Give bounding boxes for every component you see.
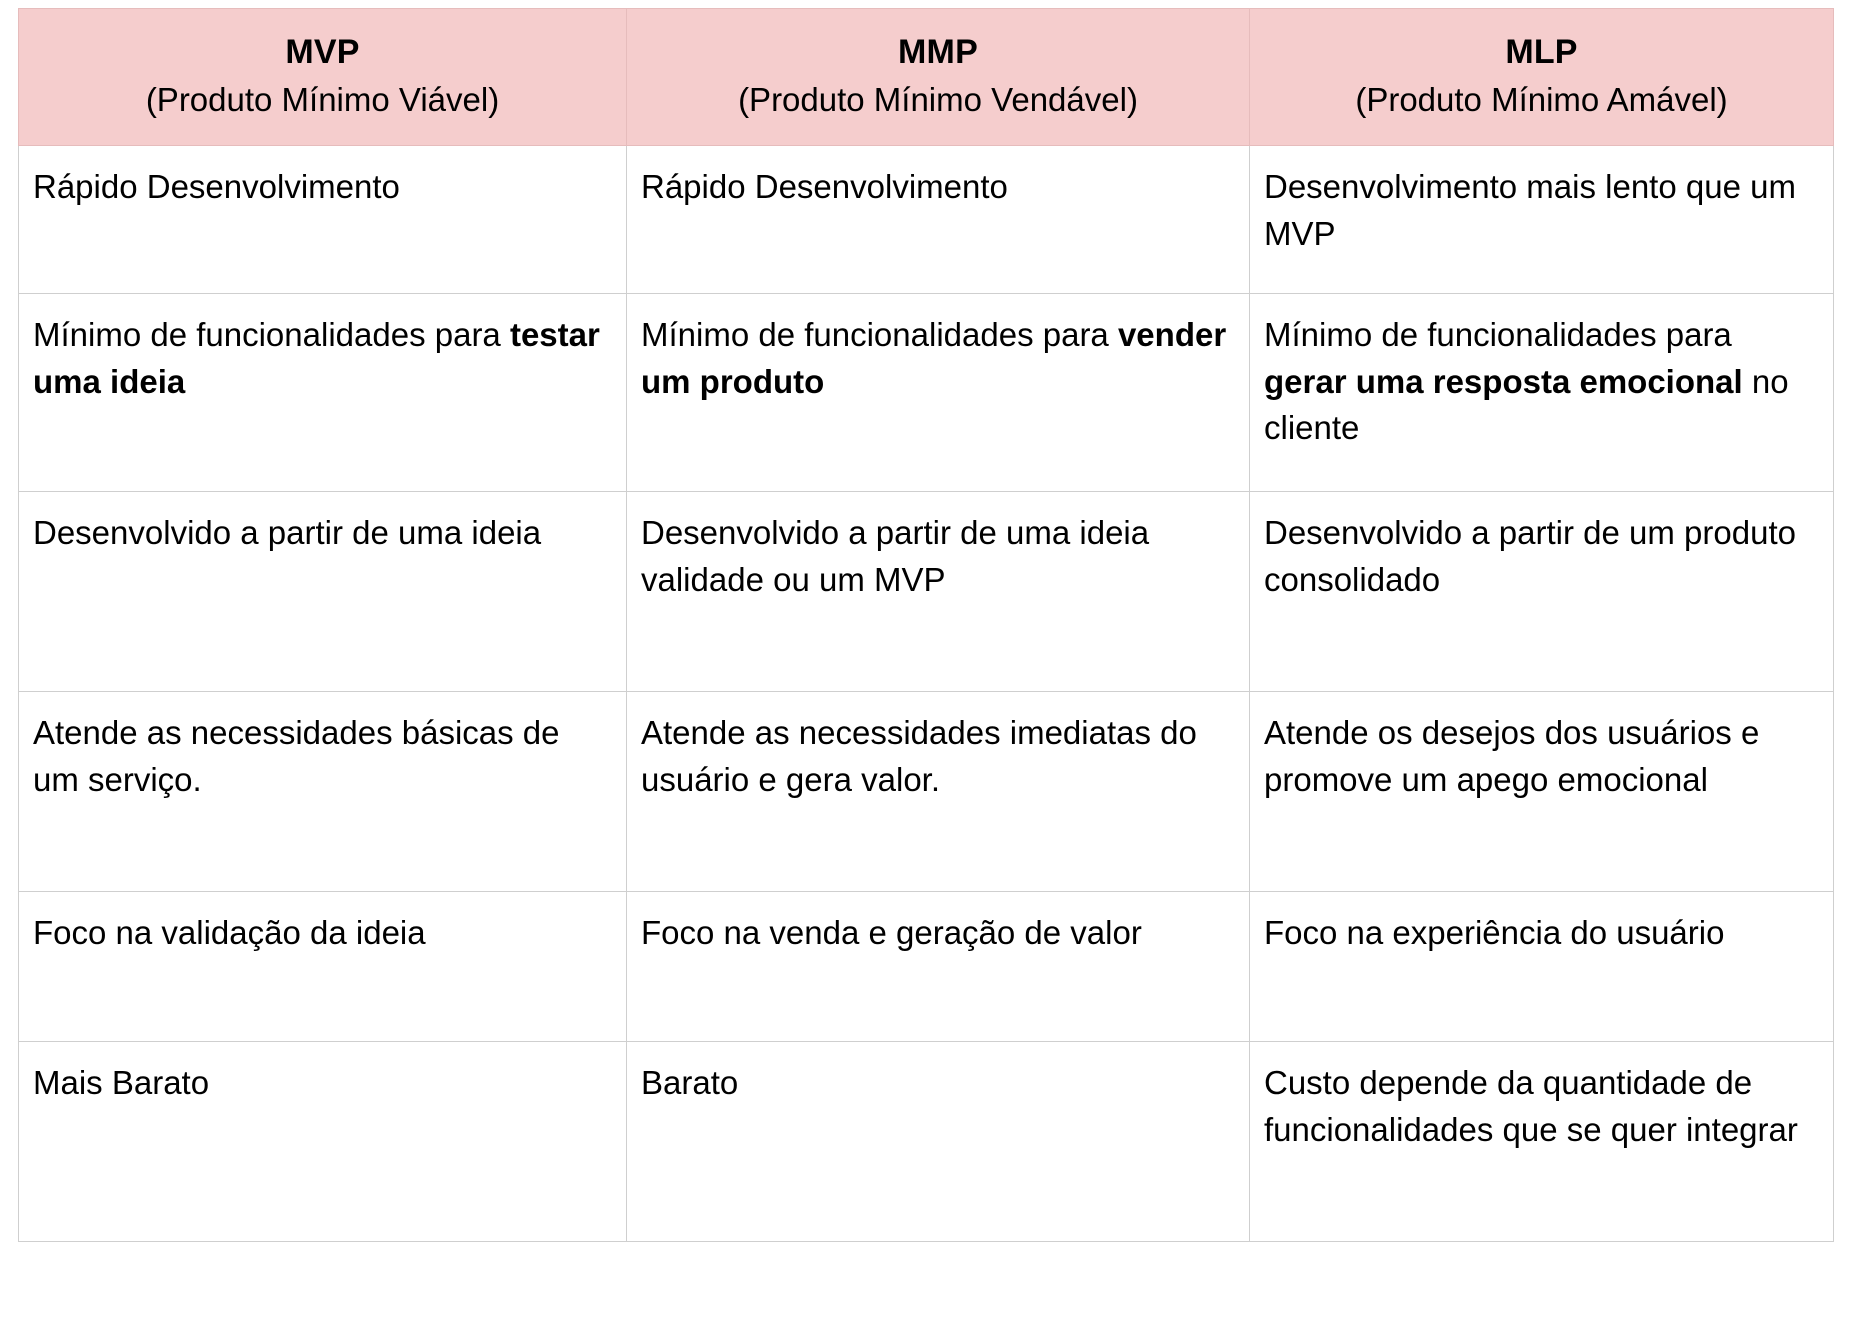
column-header-mvp-full: (Produto Mínimo Viável) <box>145 80 500 118</box>
column-header-mlp-full: (Produto Mínimo Amável) <box>1355 80 1728 118</box>
table-body <box>19 145 1834 1241</box>
cell-mlp-development-speed: Desenvolvimento mais lento que um MVP <box>1250 145 1834 293</box>
table-row <box>19 145 1834 293</box>
cell-mlp-features-post: no cliente <box>1264 362 1789 447</box>
table-row <box>19 491 1834 691</box>
cell-mlp-cost: Custo depende da quantidade de funcionalidades que se quer integrar <box>1250 1041 1834 1241</box>
cell-mlp-focus: Foco na experiência do usuário <box>1250 891 1834 1041</box>
product-comparison-table <box>18 8 1834 1242</box>
cell-mlp-origin: Desenvolvido a partir de um produto consolidado <box>1250 491 1834 691</box>
cell-mlp-needs: Atende os desejos dos usuários e promove um apego emocional <box>1250 691 1834 891</box>
cell-mlp-features-emphasis: gerar uma resposta emocional <box>1264 362 1743 400</box>
cell-mmp-development-speed: Rápido Desenvolvimento <box>627 145 1250 293</box>
column-header-mmp-abbr: MMP <box>898 33 978 71</box>
cell-mmp-features <box>627 293 1250 491</box>
table-row <box>19 293 1834 491</box>
cell-mvp-focus: Foco na validação da ideia <box>19 891 627 1041</box>
header-row <box>19 9 1834 146</box>
cell-mmp-features-emphasis: vender um produto <box>641 315 1227 400</box>
cell-mmp-features-pre: Mínimo de funcionalidades para <box>641 315 1118 353</box>
column-header-mvp-abbr: MVP <box>285 33 360 71</box>
column-header-mlp-abbr: MLP <box>1505 33 1578 71</box>
cell-mmp-focus: Foco na venda e geração de valor <box>627 891 1250 1041</box>
cell-mmp-cost: Barato <box>627 1041 1250 1241</box>
cell-mvp-origin: Desenvolvido a partir de uma ideia <box>19 491 627 691</box>
table-row <box>19 1041 1834 1241</box>
cell-mvp-features-emphasis: testar uma ideia <box>33 315 600 400</box>
table-header <box>19 9 1834 146</box>
column-header-mlp <box>1250 9 1834 146</box>
cell-mlp-features <box>1250 293 1834 491</box>
column-header-mvp <box>19 9 627 146</box>
cell-mvp-needs: Atende as necessidades básicas de um serviço. <box>19 691 627 891</box>
cell-mlp-features-pre: Mínimo de funcionalidades para <box>1264 315 1732 353</box>
cell-mvp-features-pre: Mínimo de funcionalidades para <box>33 315 510 353</box>
column-header-mmp <box>627 9 1250 146</box>
cell-mmp-needs: Atende as necessidades imediatas do usuário e gera valor. <box>627 691 1250 891</box>
cell-mvp-features <box>19 293 627 491</box>
cell-mvp-development-speed: Rápido Desenvolvimento <box>19 145 627 293</box>
cell-mvp-cost: Mais Barato <box>19 1041 627 1241</box>
table-row <box>19 891 1834 1041</box>
table-row <box>19 691 1834 891</box>
cell-mmp-origin: Desenvolvido a partir de uma ideia validade ou um MVP <box>627 491 1250 691</box>
column-header-mmp-full: (Produto Mínimo Vendável) <box>738 80 1138 118</box>
